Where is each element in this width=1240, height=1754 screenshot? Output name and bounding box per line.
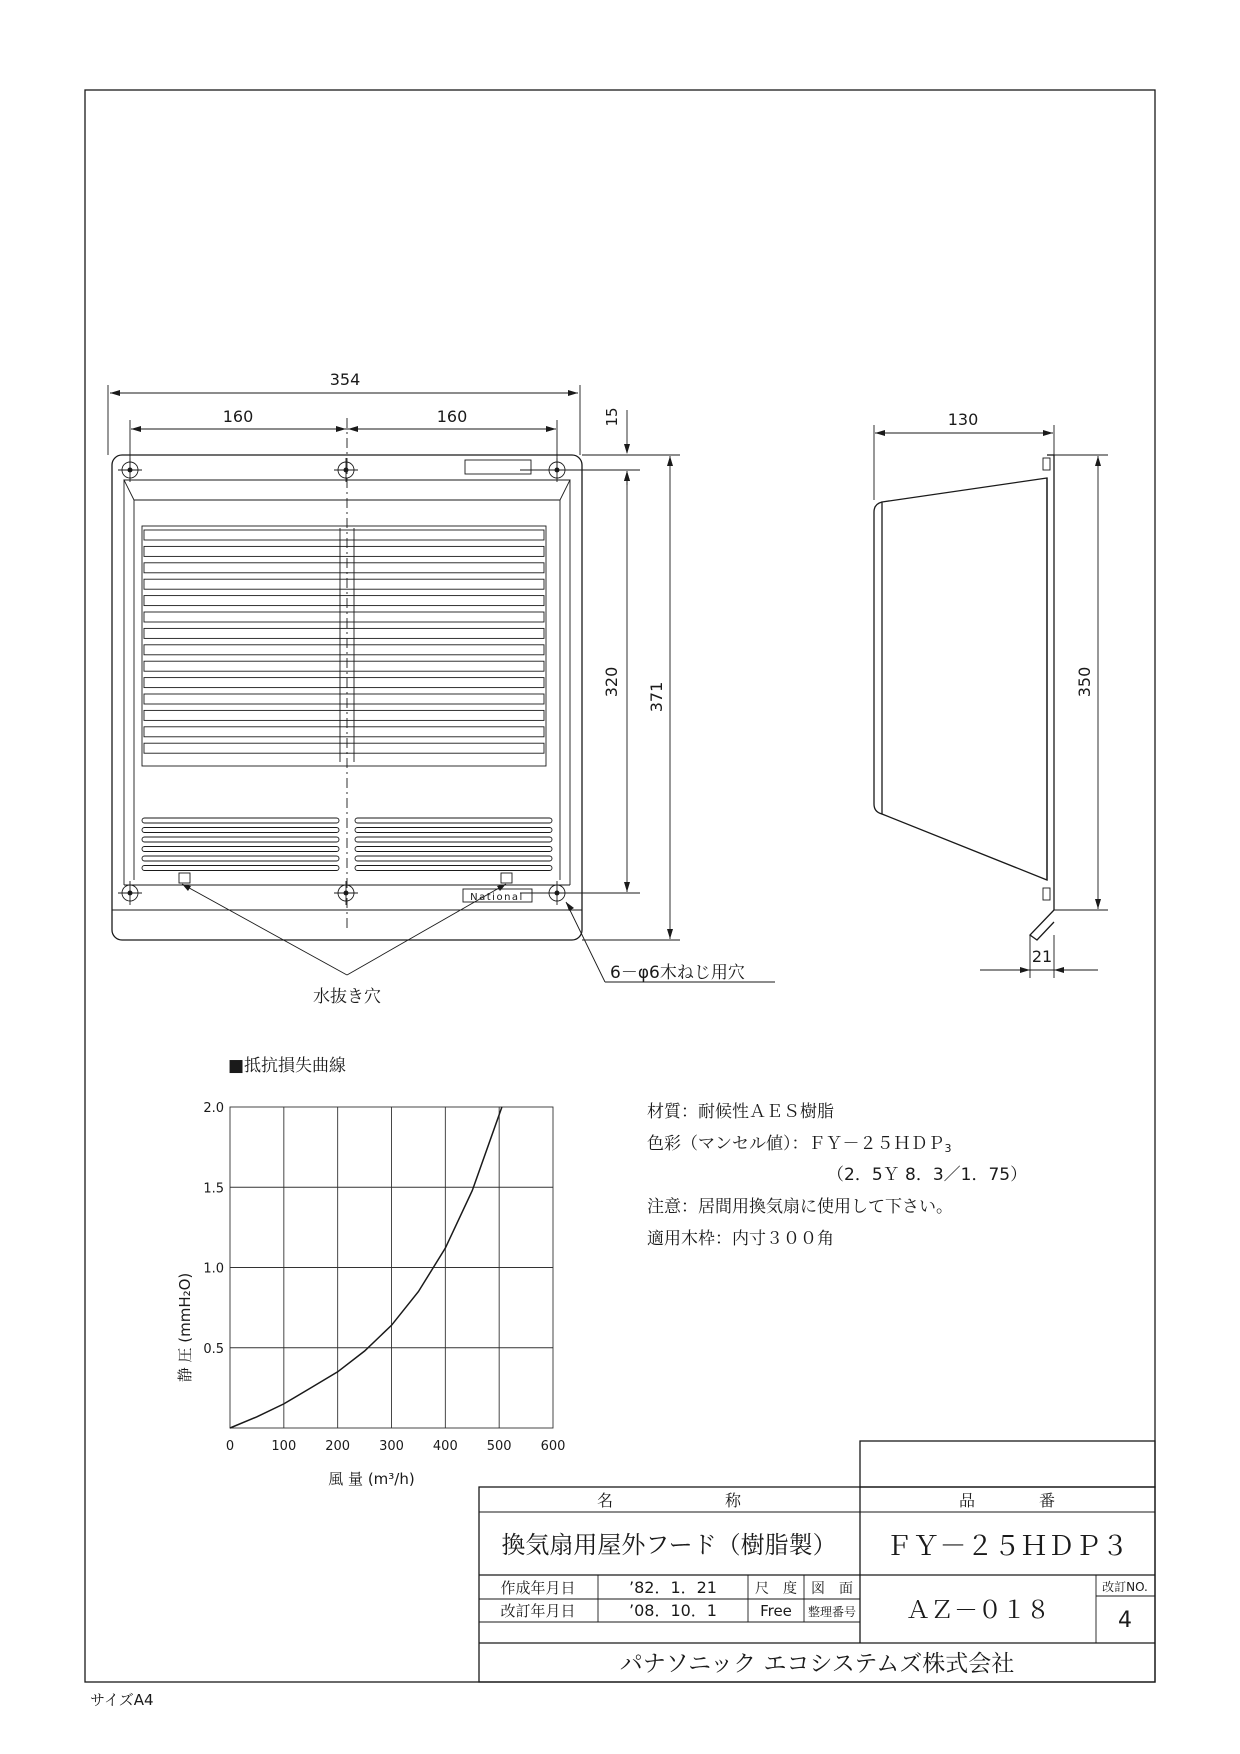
tb-drawing-no-label: 整理番号 [807, 1605, 857, 1619]
top-label-slot [465, 460, 531, 474]
screw-hole-label: 6－φ6木ねじ用穴 [610, 963, 745, 983]
bottom-slot [355, 847, 552, 852]
sheet-border [85, 90, 1155, 1682]
louver-slat [144, 661, 544, 671]
louver-slat [144, 645, 544, 655]
tb-scale-value: Free [760, 1602, 792, 1620]
chart-y-tick: 2.0 [203, 1101, 224, 1116]
louver-frame [142, 526, 546, 766]
dim-top-offset: 15 [603, 407, 621, 427]
dim-hole-pitch-vertical: 320 [602, 666, 621, 698]
tb-created-date: ’82．1．21 [629, 1578, 717, 1597]
bottom-slot [142, 818, 339, 823]
tb-part-header: 品 番 [958, 1491, 1056, 1510]
louver-slat [144, 579, 544, 589]
spec-color-value: （2．5Ｙ 8．3／1．75） [827, 1165, 1028, 1185]
spec-color-sub: 3 [944, 1142, 952, 1155]
dim-width-total: 354 [329, 370, 361, 389]
chart-x-tick: 200 [325, 1439, 351, 1454]
side-view [874, 410, 1108, 978]
tb-product-name: 換気扇用屋外フード（樹脂製） [501, 1531, 837, 1559]
tb-company: パナソニック エコシステムズ株式会社 [619, 1651, 1015, 1677]
bottom-slot [355, 828, 552, 833]
chart-y-tick: 0.5 [203, 1341, 224, 1357]
louver-slat [144, 727, 544, 737]
louver-slat [144, 678, 544, 688]
drain-hole-left [179, 873, 190, 883]
chart-x-tick: 400 [432, 1439, 458, 1454]
dim-flange: 21 [1031, 947, 1053, 966]
spec-material: 材質：耐候性ＡＥＳ樹脂 [647, 1102, 834, 1122]
chart-y-label: 静 圧 (mmH₂O) [176, 1272, 194, 1383]
tb-scale-label: 尺 度 [755, 1581, 797, 1597]
spec-color-text: 色彩（マンセル値）：ＦＹ－２５ＨＤＰ [647, 1134, 945, 1154]
dim-pitch-left: 160 [222, 407, 254, 426]
louver-slat [144, 612, 544, 622]
front-view [112, 418, 582, 940]
tb-revision-label: 改訂NO. [1102, 1580, 1148, 1594]
spec-note: 注意：居間用換気扇に使用して下さい。 [647, 1197, 953, 1217]
bottom-slot [142, 837, 339, 842]
bottom-slot [355, 837, 552, 842]
louver-slat [144, 710, 544, 720]
dim-side-height: 350 [1075, 666, 1094, 698]
chart-x-tick: 600 [540, 1439, 566, 1454]
louver-slat [144, 694, 544, 704]
brand-label: National [470, 892, 524, 903]
chart-x-tick: 500 [486, 1439, 512, 1454]
bottom-slot [142, 847, 339, 852]
tb-revision-no: 4 [1118, 1608, 1132, 1633]
dim-pitch-right: 160 [436, 407, 468, 426]
spec-color-label [647, 1134, 952, 1155]
dim-depth: 130 [947, 410, 979, 429]
chart-y-tick: 1.5 [203, 1181, 224, 1197]
specs-block [647, 1102, 1027, 1249]
bottom-slot [355, 856, 552, 861]
tb-part-number: ＦＹ－２５ＨＤＰ３ [885, 1531, 1129, 1562]
louver-slat [144, 596, 544, 606]
tb-created-label: 作成年月日 [500, 1579, 576, 1597]
screw-holes [118, 458, 569, 905]
louver-slat [144, 563, 544, 573]
louver-slat [144, 546, 544, 556]
chart-x-tick: 300 [379, 1439, 404, 1454]
drain-hole-label: 水抜き穴 [313, 987, 381, 1007]
bottom-slot [142, 856, 339, 861]
bottom-slot [142, 828, 339, 833]
tb-drawing-no: ＡＺ－０１８ [906, 1596, 1050, 1624]
chart-x-tick: 100 [271, 1439, 297, 1454]
dim-height-total: 371 [647, 681, 666, 713]
louver-slat [144, 743, 544, 753]
bottom-slot [142, 866, 339, 871]
drain-hole-right [501, 873, 512, 883]
bottom-slot [355, 818, 552, 823]
chart-x-label: 風 量 (m³/h) [328, 1470, 415, 1488]
chart-y-tick: 1.0 [203, 1261, 224, 1277]
resistance-loss-chart [176, 1101, 565, 1488]
bottom-slot [355, 866, 552, 871]
louver-slat [144, 628, 544, 638]
title-block [479, 1441, 1155, 1682]
spec-frame: 適用木枠：内寸３００角 [647, 1229, 834, 1249]
tb-revised-date: ’08．10．1 [629, 1601, 717, 1620]
front-louvers [142, 526, 546, 766]
tb-revised-label: 改訂年月日 [500, 1602, 576, 1620]
paper-size: サイズA4 [90, 1691, 154, 1709]
tb-drawing-label: 図 面 [811, 1581, 853, 1597]
louver-slat [144, 530, 544, 540]
chart-title: ■抵抗損失曲線 [228, 1056, 347, 1076]
chart-x-tick: 0 [225, 1439, 235, 1454]
tb-name-header: 名 称 [596, 1491, 742, 1510]
side-hood-body [882, 478, 1047, 880]
